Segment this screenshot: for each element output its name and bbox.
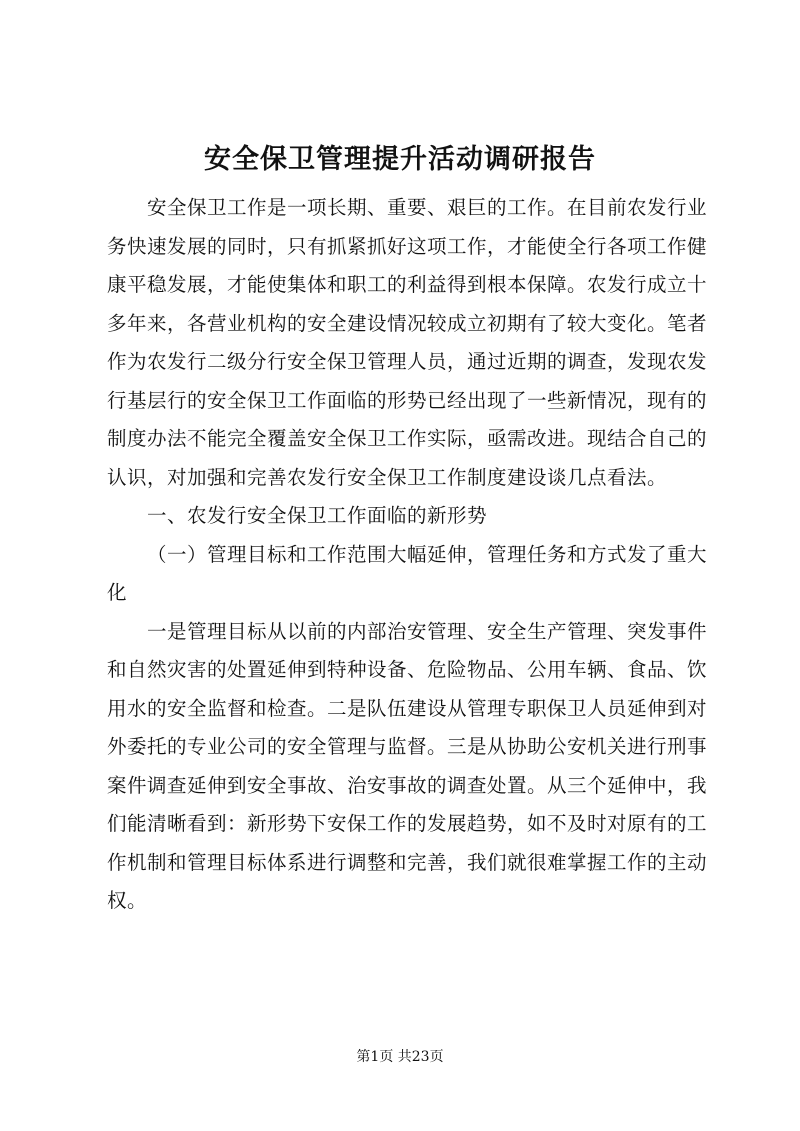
- paragraph-intro: 安全保卫工作是一项长期、重要、艰巨的工作。在目前农发行业务快速发展的同时，只有抓紧抓好这项工作，才能使全行各项工作健康平稳发展，才能使集体和职工的利益得到根本保障。农发行成立十多年来，各营业机构的安全建设情况较成立初期有了较大变化。笔者作为农发行二级分行安全保卫管理人员，通过近期的调查，发现农发行基层行的安全保卫工作面临的形势已经出现了一些新情况，现有的制度办法不能完全覆盖安全保卫工作实际，亟需改进。现结合自己的认识，对加强和完善农发行安全保卫工作制度建设谈几点看法。: [107, 196, 708, 489]
- subsection-heading-1: （一）管理目标和工作范围大幅延伸，管理任务和方式发了重大化: [107, 542, 708, 604]
- document-title: 安全保卫管理提升活动调研报告: [204, 144, 596, 175]
- section-heading-1: 一、农发行安全保卫工作面临的新形势: [147, 504, 488, 527]
- document-body: [107, 189, 707, 921]
- page-number-footer: 第1页 共23页: [356, 1049, 444, 1065]
- paragraph-extensions: 一是管理目标从以前的内部治安管理、安全生产管理、突发事件和自然灾害的处置延伸到特种设备、危险物品、公用车辆、食品、饮用水的安全监督和检查。二是队伍建设从管理专职保卫人员延伸到对外委托的专业公司的安全管理与监督。三是从协助公安机关进行刑事案件调查延伸到安全事故、治安事故的调查处置。从三个延伸中，我们能清晰看到：新形势下安保工作的发展趋势，如不及时对原有的工作机制和管理目标体系进行调整和完善，我们就很难掌握工作的主动权。: [107, 619, 708, 912]
